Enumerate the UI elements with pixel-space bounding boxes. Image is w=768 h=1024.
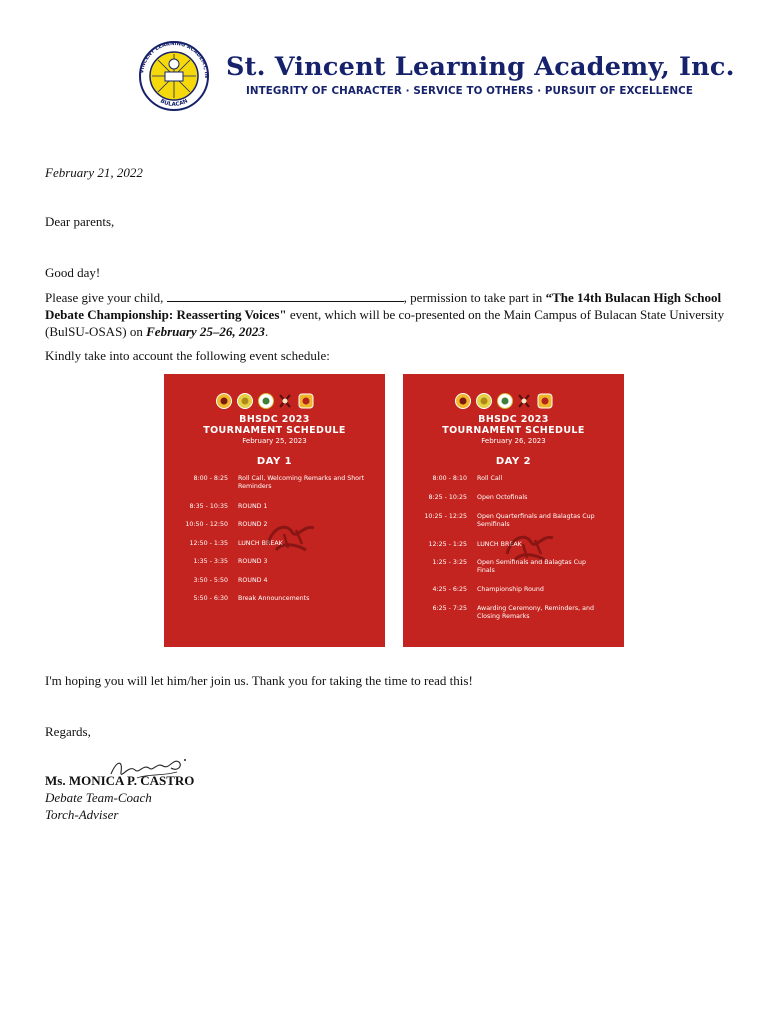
schedule-event: Break Announcements [238,595,310,602]
schedule-time: 10:25 - 12:25 [424,513,467,520]
event-dates: February 25–26, 2023 [146,324,265,339]
child-name-blank[interactable] [167,290,404,302]
signer-role-1: Debate Team-Coach [45,790,152,805]
schedule-intro: Kindly take into account the following event schedule: [45,348,330,363]
permission-paragraph [45,289,725,340]
schedule-row [403,586,624,605]
poster-title-line1: BHSDC 2023 [478,414,549,425]
regards: Regards, [45,724,91,739]
poster-date: February 25, 2023 [242,437,307,445]
watermark-stamp [262,514,322,558]
poster-title [164,414,385,436]
poster-day-label: DAY 1 [256,456,293,467]
schedule-row [403,475,624,494]
seal-bottom-text: BULACAN [159,98,189,108]
schedule-event: ROUND 3 [238,558,268,565]
p1-part-c: event, which will be co-presented on the Main Campus of Bulacan State University (BulSU-OSAS) on [45,307,725,339]
poster-date: February 26, 2023 [481,437,546,445]
schedule-time: 3:50 - 5:50 [193,577,228,584]
schedule-event: Roll Call [477,475,503,482]
schedule-row [164,558,385,577]
poster-title [403,414,624,436]
p1-end: . [264,324,269,339]
p1-part-a: Please give your child, [45,290,167,305]
schedule-time: 8:25 - 10:25 [428,494,467,501]
schedule-event: Open Octofinals [477,494,528,501]
schedule-time: 10:50 - 12:50 [185,521,228,528]
schedule-poster-day2 [403,374,624,647]
school-name: St. Vincent Learning Academy, Inc. [226,52,735,82]
schedule-event: ROUND 4 [238,577,268,584]
letter-date: February 21, 2022 [45,165,143,180]
poster-title-line2: TOURNAMENT SCHEDULE [203,425,346,436]
signer-role-2: Torch-Adviser [45,807,119,822]
partner-logos [164,391,385,411]
poster-title-line2: TOURNAMENT SCHEDULE [442,425,585,436]
school-motto: INTEGRITY OF CHARACTER · SERVICE TO OTHERS · PURSUIT OF EXCELLENCE [246,85,693,97]
event-name: “The 14th Bulacan High School Debate Championship: Reasserting Voices" [45,290,722,322]
schedule-row [164,475,385,503]
schedule-event: ROUND 2 [238,521,268,528]
greeting: Good day! [45,265,101,280]
school-seal-logo [131,40,217,112]
schedule-time: 8:35 - 10:35 [189,503,228,510]
schedule-event: LUNCH BREAK [477,541,522,548]
schedule-poster-day1 [164,374,385,647]
schedule-row [403,494,624,513]
schedule-event: Open Semifinals and Balagtas Cup Finals [477,559,587,574]
schedule-event: LUNCH BREAK [238,540,283,547]
schedule-time: 12:50 - 1:35 [189,540,228,547]
schedule-row [164,577,385,595]
schedule-event: Championship Round [477,586,544,593]
schedule-time: 8:00 - 8:10 [432,475,467,482]
p1-part-b: , permission to take part in [403,290,546,305]
schedule-time: 4:25 - 6:25 [432,586,467,593]
partner-logos [403,391,624,411]
schedule-row [403,605,624,625]
schedule-event: Open Quarterfinals and Balagtas Cup Semifinals [477,513,595,528]
schedule-time: 1:25 - 3:25 [432,559,467,566]
schedule-time: 5:50 - 6:30 [193,595,228,602]
schedule-time: 8:00 - 8:25 [193,475,228,482]
schedule-row [164,595,385,613]
schedule-event: Roll Call, Welcoming Remarks and Short Reminders [238,475,365,490]
schedule-event: Awarding Ceremony, Reminders, and Closing Remarks [477,605,595,620]
poster-title-line1: BHSDC 2023 [239,414,310,425]
salutation: Dear parents, [45,214,115,229]
seal-top-text: VINCENT LEARNING ACADEMY, IN [139,40,210,79]
watermark-stamp [501,524,561,568]
schedule-event: ROUND 1 [238,503,268,510]
schedule-time: 1:35 - 3:35 [193,558,228,565]
schedule-time: 12:25 - 1:25 [428,541,467,548]
closing-line: I'm hoping you will let him/her join us. Thank you for taking the time to read this! [45,673,473,688]
poster-day-label: DAY 2 [495,456,532,467]
signer-name: Ms. MONICA P. CASTRO [45,773,195,788]
schedule-time: 6:25 - 7:25 [432,605,467,612]
